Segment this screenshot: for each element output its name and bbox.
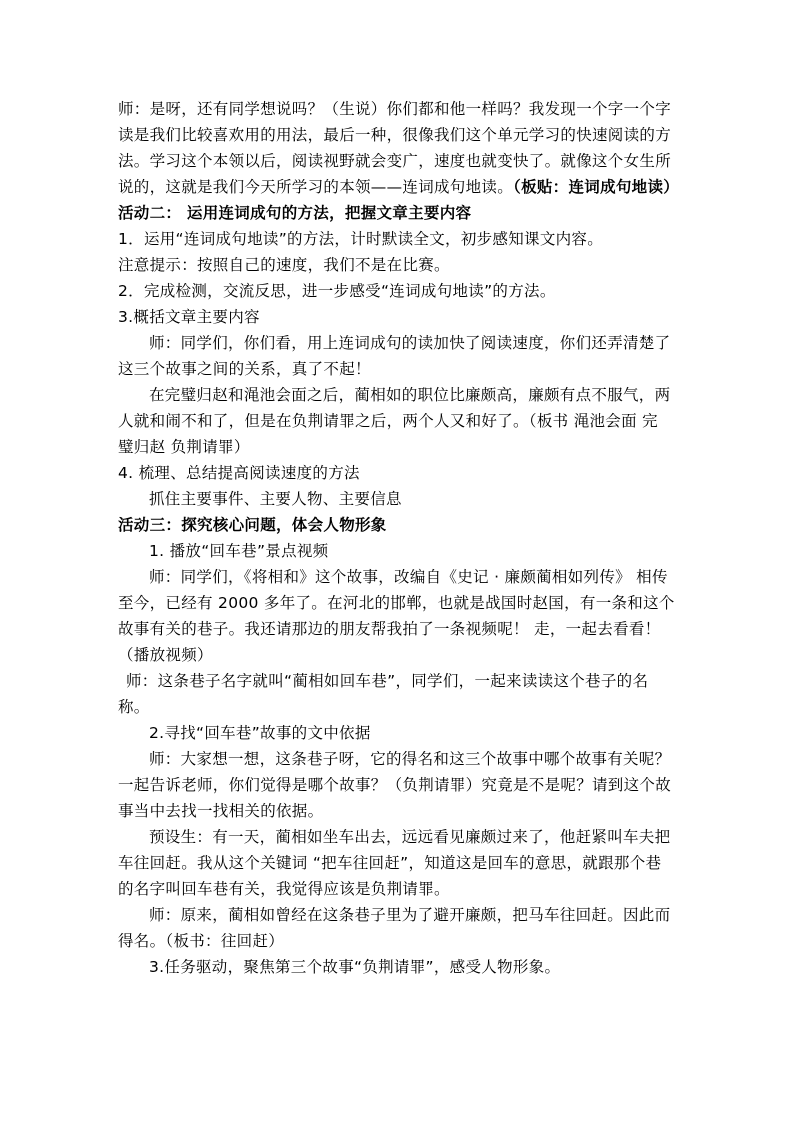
text-line [118,694,680,720]
section-heading [118,200,680,226]
text-line [118,564,680,590]
line-text: 预设生：有一天，蔺相如坐车出去，远远看见廉颇过来了，他赶紧叫车夫把 [149,828,671,846]
line-text: 在完璧归赵和渑池会面之后，蔺相如的职位比廉颇高，廉颇有点不服气，两 [149,386,671,404]
text-line [118,304,680,330]
line-text: 2.寻找“回车巷”故事的文中依据 [149,724,371,742]
text-line [118,798,680,824]
line-text: 故事有关的巷子。我还请那边的朋友帮我拍了一条视频呢！ 走，一起去看看！ [118,620,661,638]
text-line [118,954,680,980]
text-line [118,278,680,304]
text-line [118,850,680,876]
text-line [118,538,680,564]
line-text: 的名字叫回车巷有关，我觉得应该是负荆请罪。 [118,880,450,898]
line-text: 师：同学们，你们看，用上连词成句的读加快了阅读速度，你们还弄清楚了 [149,334,671,352]
text-line [118,746,680,772]
text-line [118,824,680,850]
text-line [118,382,680,408]
line-text: 读是我们比较喜欢用的用法，最后一种，很像我们这个单元学习的快速阅读的方 [118,126,672,144]
line-text: 师：原来，蔺相如曾经在这条巷子里为了避开廉颇，把马车往回赶。因此而 [149,906,671,924]
line-text: 1．运用“连词成句地读”的方法，计时默读全文，初步感知课文内容。 [118,230,604,248]
text-line [118,252,680,278]
line-text: 4. 梳理、总结提高阅读速度的方法 [118,464,360,482]
document-body [118,96,680,980]
text-line [118,408,680,434]
line-text: 3.任务驱动，聚焦第三个故事“负荆请罪”，感受人物形象。 [149,958,561,976]
line-text: 师：这条巷子名字就叫“蔺相如回车巷”，同学们，一起来读读这个巷子的名 [126,672,649,690]
text-line [118,330,680,356]
line-text: 活动二： 运用连词成句的方法，把握文章主要内容 [118,204,472,222]
text-line [118,434,680,460]
line-text: （播放视频） [118,646,213,664]
text-line [118,928,680,954]
line-text: 法。学习这个本领以后，阅读视野就会变广，速度也就变快了。就像这个女生所 [118,152,672,170]
line-text: 称。 [118,698,150,716]
line-text: 注意提示：按照自己的速度，我们不是在比赛。 [118,256,450,274]
line-text: 1. 播放“回车巷”景点视频 [149,542,329,560]
line-text: 人就和闹不和了，但是在负荆请罪之后，两个人又和好了。（板书 渑池会面 完 [118,412,658,430]
text-line [118,96,680,122]
line-text: 师：同学们，《将相和》这个故事，改编自《史记 · 廉颇蔺相如列传》 相传 [149,568,668,586]
line-text: 璧归赵 负荆请罪） [118,438,250,456]
line-text: 2．完成检测，交流反思，进一步感受“连词成句地读”的方法。 [118,282,556,300]
text-line [118,876,680,902]
line-text: 师：是呀，还有同学想说吗？（生说）你们都和他一样吗？我发现一个字一个字 [118,100,672,118]
text-line [118,772,680,798]
text-line [118,668,680,694]
board-note: （板贴：连词成句地读） [513,178,680,196]
line-text: 一起告诉老师，你们觉得是哪个故事？（负荆请罪）究竟是不是呢？请到这个故 [118,776,672,794]
text-line [118,902,680,928]
text-line [118,642,680,668]
line-text: 得名。（板书：往回赶） [118,932,285,950]
text-line [118,616,680,642]
text-line [118,590,680,616]
line-text: 这三个故事之间的关系，真了不起！ [118,360,371,378]
line-text: 车往回赶。我从这个关键词 “把车往回赶”，知道这是回车的意思，就跟那个巷 [118,854,662,872]
line-text: 至今，已经有 2000 多年了。在河北的邯郸，也就是战国时赵国，有一条和这个 [118,594,675,612]
text-line [118,720,680,746]
line-text: 师：大家想一想，这条巷子呀，它的得名和这三个故事中哪个故事有关呢？ [149,750,671,768]
line-text: 说的，这就是我们今天所学习的本领——连词成句地读。 [118,178,514,196]
line-text: 3.概括文章主要内容 [118,308,260,326]
line-text: 活动三：探究核心问题，体会人物形象 [118,516,387,534]
text-line [118,122,680,148]
text-line [118,460,680,486]
text-line [118,226,680,252]
line-text: 事当中去找一找相关的依据。 [118,802,324,820]
text-line [118,356,680,382]
section-heading [118,512,680,538]
line-text: 抓住主要事件、主要人物、主要信息 [149,490,402,508]
text-line [118,174,680,200]
text-line [118,486,680,512]
text-line [118,148,680,174]
